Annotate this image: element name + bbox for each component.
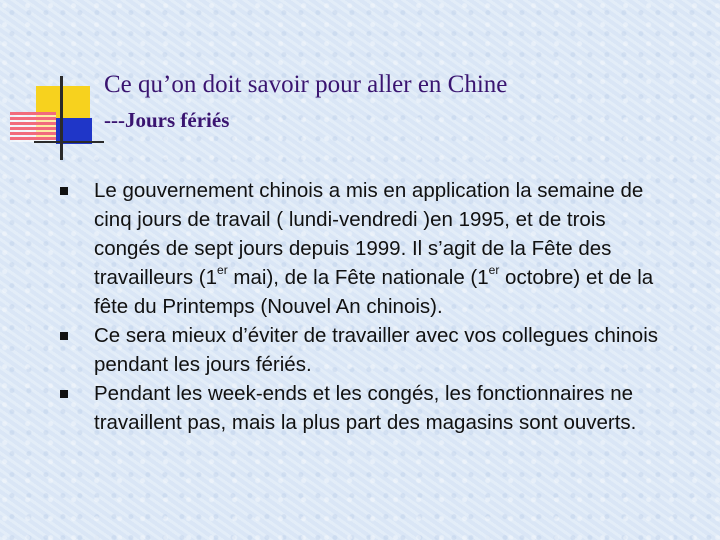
list-item — [60, 176, 665, 321]
slide-title: Ce qu’on doit savoir pour aller en Chine — [104, 71, 508, 98]
square-bullet-icon — [60, 390, 68, 398]
bullet-text: Pendant les week-ends et les congés, les fonctionnaires ne travaillent pas, mais la plus part des magasins sont ouverts. — [94, 382, 637, 434]
bullet-list — [60, 176, 665, 437]
square-bullet-icon — [60, 187, 68, 195]
list-item — [60, 321, 665, 379]
title-decoration — [0, 0, 110, 170]
deco-vertical-line — [60, 76, 63, 160]
square-bullet-icon — [60, 332, 68, 340]
list-item — [60, 379, 665, 437]
ordinal-suffix: er — [488, 263, 500, 278]
deco-horizontal-line — [34, 141, 104, 143]
bullet-text-part: mai), de la Fête nationale (1 — [227, 266, 489, 289]
slide-subtitle: ---Jours fériés — [104, 108, 230, 132]
bullet-text: Ce sera mieux d’éviter de travailler avec vos collegues chinois pendant les jours fériés. — [94, 324, 659, 376]
bullet-text-part: octobre) et de la fête du Printemps (Nouvel An chinois). — [94, 266, 654, 318]
ordinal-suffix: er — [217, 263, 228, 278]
bullet-text-part: Le gouvernement chinois a mis en application la semaine de cinq jours de travail ( lundi-vendredi )en 1995, et de trois congés de sept jours depuis 1999. Il s’agit de la Fête des travailleurs (1 — [94, 179, 644, 289]
deco-pink-stripes — [10, 112, 56, 142]
